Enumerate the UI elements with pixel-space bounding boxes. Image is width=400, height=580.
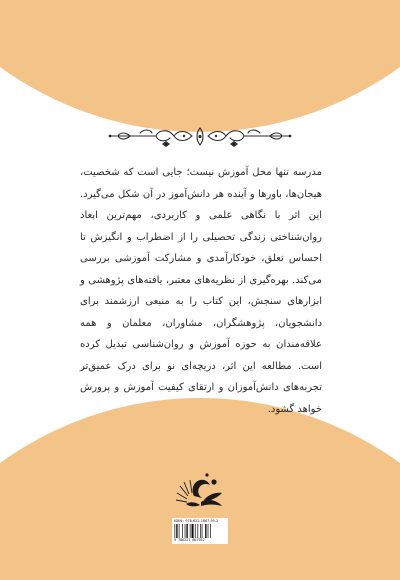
barcode-bar: [192, 524, 194, 538]
barcode-bar: [208, 524, 209, 538]
barcode-digits: 9 786221 867952: [174, 538, 205, 542]
barcode-bar: [176, 524, 177, 538]
barcode-icon: [174, 524, 226, 538]
barcode-bar: [179, 524, 180, 538]
barcode-bar: [197, 524, 198, 538]
barcode-bar: [186, 524, 187, 538]
barcode-bar: [210, 524, 211, 538]
barcode-bar: [182, 524, 183, 538]
barcode-bar: [175, 524, 176, 538]
barcode-bar: [190, 524, 191, 538]
publisher-calligraphy-logo-icon: [174, 466, 230, 516]
barcode-bar: [195, 524, 196, 538]
ornament-divider-icon: [100, 124, 300, 150]
barcode-bar: [202, 524, 203, 538]
barcode-bar: [205, 524, 206, 538]
barcode-block: [172, 518, 228, 544]
top-accent-arc: [0, 0, 400, 132]
isbn-label: ISBN : 978-622-1867-95-2: [174, 519, 219, 523]
back-cover-description: مدرسه تنها محل آموزش نیست؛ جایی است که شخصیت، هیجان‌ها، باورها و آینده هر دانش‌آموز در آن شکل می‌گیرد. این اثر با نگاهی علمی و کاربردی، مهم‌ترین ابعاد روان‌شناختی زندگی تحصیلی را از اضطراب و انگیزش تا احساس تعلق، خودکارآمدی و مشارکت آموزشی بررسی می‌کند. بهره‌گیری از نظریه‌های معتبر، یافته‌های پژوهشی و ابزارهای سنجش، این کتاب را به منبعی ارزشمند برای دانشجویان، پژوهشگران، مشاوران، معلمان و همه علاقه‌مندان به حوزه آموزش و روان‌شناسی تبدیل کرده است. مطالعه این اثر، دریچه‌ای نو برای درک عمیق‌تر تجربه‌های دانش‌آموزان و ارتقای کیفیت آموزش و پرورش خواهد گشود.: [80, 167, 322, 415]
barcode-bar: [200, 524, 201, 538]
barcode-bar: [185, 524, 186, 538]
